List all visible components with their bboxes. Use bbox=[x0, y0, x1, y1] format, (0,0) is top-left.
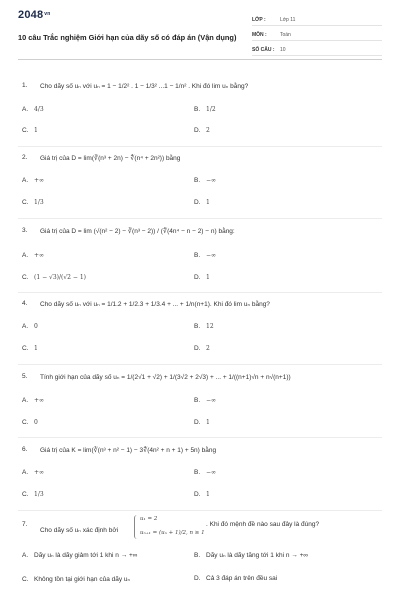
divider bbox=[18, 364, 382, 365]
question-text: Giá trị của K = lim(∛(n³ + n² − 1) − 3∜(4n² + n + 1) + 5n) bằng bbox=[40, 447, 217, 454]
divider bbox=[18, 437, 382, 438]
answer-option-a[interactable]: A. +∞ bbox=[22, 252, 45, 259]
answer-option-d[interactable]: D. 1 bbox=[194, 274, 210, 281]
answer-option-d[interactable]: D. Cả 3 đáp án trên đều sai bbox=[194, 575, 278, 582]
answer-option-d[interactable]: D. 2 bbox=[194, 345, 210, 352]
system-brace bbox=[134, 515, 138, 539]
question-text: Cho dãy số uₙ với uₙ = 1/1.2 + 1/2.3 + 1/3.4 + ... + 1/n(n+1). Khi đó lim uₙ bằng? bbox=[40, 301, 270, 308]
answer-option-a[interactable]: A. +∞ bbox=[22, 397, 45, 404]
question-text: Cho dãy số uₙ xác định bởi bbox=[40, 527, 119, 534]
answer-option-b[interactable]: B. 1/2 bbox=[194, 106, 216, 113]
answer-option-c[interactable]: C. 0 bbox=[22, 419, 38, 426]
divider bbox=[18, 218, 382, 219]
header bbox=[18, 0, 382, 60]
divider bbox=[18, 510, 382, 511]
question-text: Giá trị của D = lim(∛(n³ + 2n) − ∜(n⁴ + 2n²)) bằng bbox=[40, 155, 181, 162]
answer-option-b[interactable]: B. −∞ bbox=[194, 469, 217, 476]
answer-option-d[interactable]: D. 1 bbox=[194, 491, 210, 498]
answer-option-a[interactable]: A. +∞ bbox=[22, 469, 45, 476]
answer-option-b[interactable]: B. −∞ bbox=[194, 397, 217, 404]
page-title: 10 câu Trắc nghiệm Giới hạn của dãy số có đáp án (Vận dụng) bbox=[18, 33, 237, 42]
answer-option-c[interactable]: C. 1 bbox=[22, 127, 38, 134]
meta-row-class: LỚP : Lớp 11 bbox=[252, 14, 382, 26]
answer-option-c[interactable]: C. 1/3 bbox=[22, 199, 44, 206]
question-text: Tính giới hạn của dãy số uₙ = 1/(2√1 + √2) + 1/(3√2 + 2√3) + ... + 1/((n+1)√n + n√(n+1)) bbox=[40, 374, 291, 381]
answer-option-d[interactable]: D. 2 bbox=[194, 127, 210, 134]
answer-option-a[interactable]: A. Dãy uₙ là dãy giảm tới 1 khi n → +∞ bbox=[22, 552, 138, 559]
site-logo[interactable]: $2048^{vn}$ bbox=[18, 9, 51, 21]
question-text: Cho dãy số uₙ với uₙ = 1 − 1/2² . 1 − 1/3² ...1 − 1/n² . Khi đó lim uₙ bằng? bbox=[40, 83, 249, 90]
answer-option-b[interactable]: B. −∞ bbox=[194, 177, 217, 184]
answer-option-c[interactable]: C. Không tồn tại giới hạn của dãy uₙ bbox=[22, 576, 131, 583]
answer-option-c[interactable]: C. 1 bbox=[22, 345, 38, 352]
answer-option-b[interactable]: B. Dãy uₙ là dãy tăng tới 1 khi n → +∞ bbox=[194, 552, 308, 559]
answer-option-c[interactable]: C. 1/3 bbox=[22, 491, 44, 498]
divider bbox=[18, 146, 382, 147]
answer-option-a[interactable]: A. +∞ bbox=[22, 177, 45, 184]
answer-option-a[interactable]: A. 4/3 bbox=[22, 106, 44, 113]
answer-option-d[interactable]: D. 1 bbox=[194, 199, 210, 206]
meta-info bbox=[252, 14, 382, 59]
answer-option-a[interactable]: A. 0 bbox=[22, 323, 38, 330]
answer-option-b[interactable]: B. −∞ bbox=[194, 252, 217, 259]
divider bbox=[18, 292, 382, 293]
sequence-recurrence: uₙ₊₁ = (uₙ + 1)/2, n ≥ 1 bbox=[140, 530, 205, 536]
meta-row-count: SỐ CÂU : 10 bbox=[252, 44, 382, 56]
question-text: Giá trị của D = lim (√(n² − 2) − ∛(n³ − 2)) / (∜(4n⁴ − n − 2) − n) bằng: bbox=[40, 228, 235, 235]
sequence-initial-term: u₁ = 2 bbox=[140, 516, 158, 522]
answer-option-b[interactable]: B. 12 bbox=[194, 323, 214, 330]
answer-option-c[interactable]: C. (1 − √3)/(√2 − 1) bbox=[22, 274, 86, 281]
answer-option-d[interactable]: D. 1 bbox=[194, 419, 210, 426]
meta-row-subject: MÔN : Toán bbox=[252, 29, 382, 41]
question-text-continued: . Khi đó mệnh đề nào sau đây là đúng? bbox=[206, 521, 320, 528]
